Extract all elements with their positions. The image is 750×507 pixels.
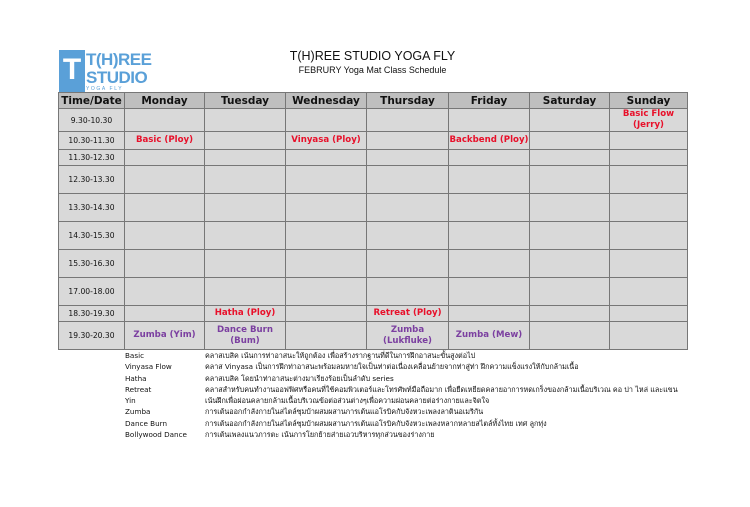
legend-item [125, 418, 745, 429]
empty-cell [530, 278, 610, 306]
empty-cell [205, 278, 286, 306]
class-cell [449, 132, 530, 150]
empty-cell [125, 306, 205, 322]
schedule-row [59, 194, 688, 222]
empty-cell [449, 150, 530, 166]
legend-class-description: การเต้นเพลงแนวภารตะ เน้นการโยกย้ายส่ายเอวบริหารทุกส่วนของร่างกาย [205, 430, 435, 440]
day-header-tuesday: Tuesday [205, 93, 286, 109]
legend-item [125, 350, 745, 361]
empty-cell [610, 306, 688, 322]
empty-cell [530, 109, 610, 132]
class-cell [286, 132, 367, 150]
empty-cell [610, 322, 688, 350]
class-entry: Zumba (Lukfluke) [383, 324, 432, 346]
empty-cell [286, 278, 367, 306]
day-header-monday: Monday [125, 93, 205, 109]
class-legend [125, 350, 745, 440]
empty-cell [610, 132, 688, 150]
class-entry: Hatha (Ploy) [214, 308, 276, 318]
legend-class-name: Hatha [125, 373, 147, 383]
class-cell [449, 322, 530, 350]
schedule-header-row [59, 93, 688, 109]
day-header-friday: Friday [449, 93, 530, 109]
legend-class-name: Zumba [125, 407, 151, 417]
class-entry: Dance Burn (Bum) [217, 324, 273, 346]
empty-cell [367, 278, 449, 306]
empty-cell [610, 250, 688, 278]
empty-cell [530, 194, 610, 222]
empty-cell [205, 150, 286, 166]
empty-cell [286, 166, 367, 194]
legend-item [125, 395, 745, 406]
day-header-thursday: Thursday [367, 93, 449, 109]
empty-cell [286, 194, 367, 222]
legend-class-name: Bollywood Dance [125, 430, 187, 440]
time-slot-label: 11.30-12.30 [59, 150, 125, 166]
empty-cell [610, 150, 688, 166]
schedule-row [59, 278, 688, 306]
empty-cell [125, 166, 205, 194]
empty-cell [449, 166, 530, 194]
time-slot-label: 10.30-11.30 [59, 132, 125, 150]
schedule-row [59, 322, 688, 350]
class-entry: Zumba (Mew) [455, 330, 523, 340]
empty-cell [610, 194, 688, 222]
schedule-row [59, 109, 688, 132]
legend-item [125, 429, 745, 440]
empty-cell [367, 132, 449, 150]
empty-cell [610, 166, 688, 194]
legend-class-name: Dance Burn [125, 418, 168, 428]
logo-word-three: T(H)REE [86, 50, 152, 69]
empty-cell [286, 150, 367, 166]
empty-cell [205, 250, 286, 278]
class-cell [125, 322, 205, 350]
class-entry: Backbend (Ploy) [449, 135, 529, 145]
time-slot-label: 13.30-14.30 [59, 194, 125, 222]
legend-item [125, 373, 745, 384]
empty-cell [610, 222, 688, 250]
class-cell [367, 306, 449, 322]
logo-word-studio: STUDIO [86, 68, 148, 87]
time-slot-label: 15.30-16.30 [59, 250, 125, 278]
schedule-row [59, 150, 688, 166]
time-slot-label: 14.30-15.30 [59, 222, 125, 250]
empty-cell [367, 222, 449, 250]
empty-cell [367, 166, 449, 194]
empty-cell [286, 306, 367, 322]
class-cell [367, 322, 449, 350]
empty-cell [205, 132, 286, 150]
class-entry: Basic Flow (Jerry) [622, 109, 675, 130]
legend-class-name: Retreat [125, 384, 152, 394]
class-entry: Zumba (Yim) [133, 330, 196, 340]
legend-class-name: Basic [125, 351, 145, 360]
empty-cell [610, 278, 688, 306]
schedule-row [59, 306, 688, 322]
empty-cell [449, 194, 530, 222]
class-entry: Retreat (Ploy) [373, 308, 442, 318]
day-header-sunday: Sunday [610, 93, 688, 109]
legend-class-description: คลาสสำหรับคนทำงานออฟฟิศหรือคนที่ใช้คอมพิวเตอร์และโทรศัพท์มือถือมาก เพื่อยืดเหยียดคลายอาการหดเกร็งของกล้ามเนื้อบริเวณ คอ บ่า ไหล่ และแขน [205, 384, 678, 394]
empty-cell [530, 322, 610, 350]
empty-cell [367, 109, 449, 132]
class-entry: Basic (Ploy) [135, 135, 194, 145]
class-cell [205, 306, 286, 322]
schedule-row [59, 132, 688, 150]
empty-cell [286, 222, 367, 250]
schedule-table [58, 92, 688, 350]
empty-cell [125, 222, 205, 250]
page-title: T(H)REE STUDIO YOGA FLY [289, 49, 456, 63]
schedule-row [59, 250, 688, 278]
empty-cell [205, 222, 286, 250]
empty-cell [449, 278, 530, 306]
schedule-row [59, 166, 688, 194]
class-entry: Vinyasa (Ploy) [291, 135, 361, 145]
empty-cell [286, 322, 367, 350]
empty-cell [286, 109, 367, 132]
empty-cell [125, 109, 205, 132]
empty-cell [205, 109, 286, 132]
empty-cell [367, 250, 449, 278]
legend-class-name: Yin [125, 396, 136, 406]
empty-cell [530, 166, 610, 194]
time-slot-label: 9.30-10.30 [59, 109, 125, 132]
empty-cell [205, 166, 286, 194]
empty-cell [449, 222, 530, 250]
empty-cell [449, 250, 530, 278]
empty-cell [530, 222, 610, 250]
time-slot-label: 12.30-13.30 [59, 166, 125, 194]
legend-item [125, 384, 745, 395]
legend-class-description: คลาสเบสิค โดยนำท่าอาสนะต่างมาเรียงร้อยเป็นลำดับ series [205, 373, 394, 383]
page-subtitle: FEBRURY Yoga Mat Class Schedule [298, 65, 447, 75]
empty-cell [367, 150, 449, 166]
empty-cell [205, 194, 286, 222]
empty-cell [530, 150, 610, 166]
empty-cell [125, 150, 205, 166]
legend-class-name: Vinyasa Flow [125, 362, 172, 372]
legend-class-description: คลาส Vinyasa เป็นการฝึกท่าอาสนะพร้อมลมหายใจเป็นท่าต่อเนื่องเคลื่อนย้ายจากท่าสู่ท่า ฝึกความแข็งแรงให้กับกล้ามเนื้อ [205, 362, 579, 372]
day-header-wednesday: Wednesday [286, 93, 367, 109]
legend-class-description: การเต้นออกกำลังกายในสไตล์ซุมบ้าผสมผสานการเต้นแอโรบิคกับจังหวะเพลงลาตินอเมริกัน [205, 407, 484, 417]
legend-item [125, 361, 745, 372]
time-slot-label: 18.30-19.30 [59, 306, 125, 322]
empty-cell [449, 109, 530, 132]
class-cell [205, 322, 286, 350]
schedule-row [59, 222, 688, 250]
legend-item [125, 406, 745, 417]
empty-cell [125, 278, 205, 306]
empty-cell [449, 306, 530, 322]
logo-tagline: YOGA FLY [86, 86, 124, 92]
empty-cell [530, 306, 610, 322]
day-header-saturday: Saturday [530, 93, 610, 109]
legend-class-description: เน้นฝึกเพื่อผ่อนคลายกล้ามเนื้อบริเวณข้อต่อส่วนต่างๆเพื่อความผ่อนคลายต่อร่างกายและจิตใจ [205, 396, 490, 406]
class-cell [610, 109, 688, 132]
class-cell [125, 132, 205, 150]
empty-cell [530, 132, 610, 150]
empty-cell [367, 194, 449, 222]
empty-cell [286, 250, 367, 278]
legend-class-description: คลาสเบสิค เน้นการท่าอาสนะให้ถูกต้อง เพื่อสร้างรากฐานที่ดีในการฝึกอาสนะขั้นสูงต่อไป [205, 351, 476, 360]
empty-cell [530, 250, 610, 278]
empty-cell [125, 250, 205, 278]
time-slot-label: 17.00-18.00 [59, 278, 125, 306]
empty-cell [125, 194, 205, 222]
time-slot-label: 19.30-20.30 [59, 322, 125, 350]
studio-logo [59, 50, 152, 92]
corner-header: Time/Date [59, 93, 125, 109]
logo-mark-letter: T [62, 53, 82, 86]
legend-class-description: การเต้นออกกำลังกายในสไตล์ซุมบ้าผสมผสานการเต้นแอโรบิคกับจังหวะเพลงหลากหลายสไตล์ทั้งไทย เทศ ลูกทุ่ง [205, 418, 547, 428]
